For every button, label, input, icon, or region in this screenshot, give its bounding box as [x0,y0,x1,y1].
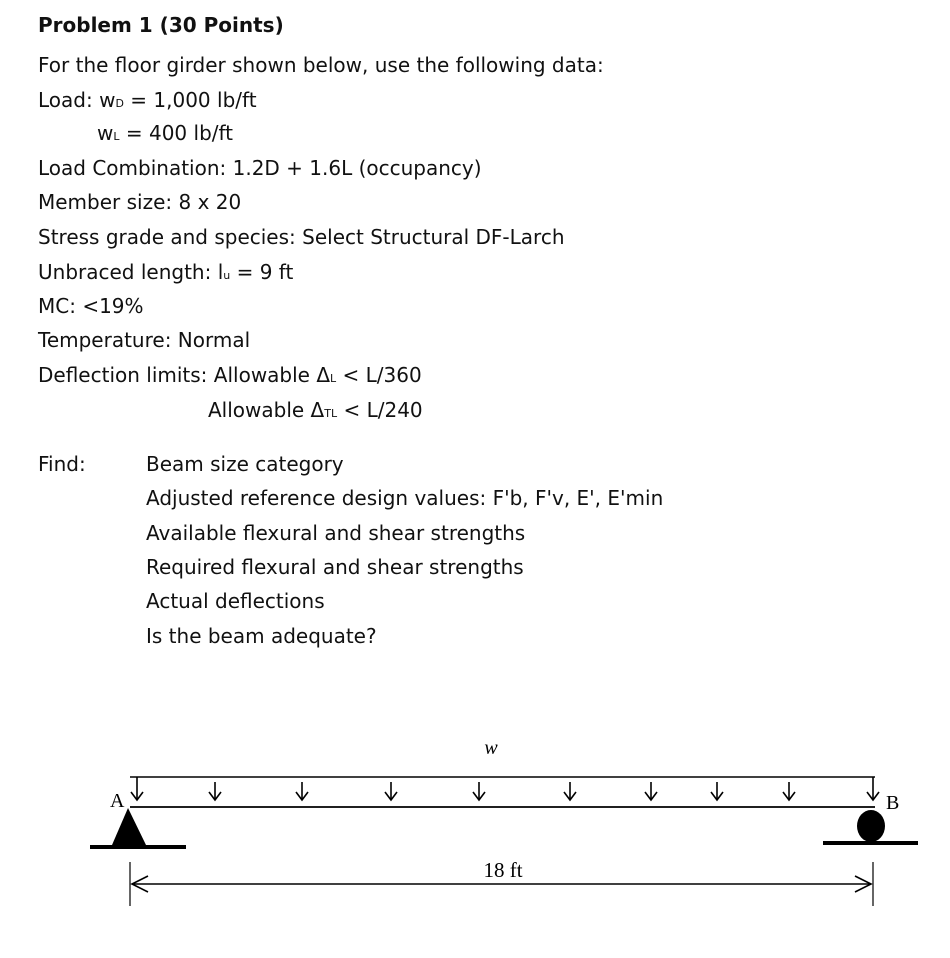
wl-subscript: L [113,130,120,143]
stress-grade: Stress grade and species: Select Structural DF-Larch [38,225,565,249]
load-arrow-icon [385,782,397,800]
deflection-tl-value: < L/240 [343,398,423,422]
roller-support-icon [857,810,885,842]
problem-title: Problem 1 (30 Points) [38,13,284,37]
load-label: w [484,737,498,759]
unbraced-label: Unbraced length: l [38,260,224,284]
load-arrow-icon [473,782,485,800]
support-b-label: B [886,792,900,814]
load-arrow-icon [645,782,657,800]
load-arrow-icon [131,777,143,800]
load-label: Load: w [38,88,116,112]
load-arrow-icon [564,782,576,800]
unbraced-subscript: u [223,269,231,282]
load-arrows [131,777,879,800]
load-arrow-icon [711,782,723,800]
deflection-l-value: < L/360 [342,363,422,387]
load-arrow-icon [209,782,221,800]
intro-text: For the floor girder shown below, use the following data: [38,53,604,77]
find-item: Actual deflections [146,589,325,613]
find-item: Required flexural and shear strengths [146,555,524,579]
find-item: Available flexural and shear strengths [146,521,526,545]
allowable-label: Allowable Δ [208,398,325,422]
deflection-label: Deflection limits: Allowable Δ [38,363,331,387]
span-label: 18 ft [483,858,523,882]
deflection-l-subscript: L [330,372,337,385]
deflection-tl-subscript: TL [324,407,338,420]
support-a-label: A [110,790,125,812]
moisture-content: MC: <19% [38,294,144,318]
find-item: Beam size category [146,452,344,476]
unbraced-value: = 9 ft [236,260,294,284]
wl-value: = 400 lb/ft [125,121,234,145]
find-item: Adjusted reference design values: F'b, F'v, E', E'min [146,486,664,510]
temperature: Temperature: Normal [38,328,251,352]
member-size: Member size: 8 x 20 [38,190,242,214]
wl-label: w [97,121,114,145]
find-label: Find: [38,452,86,476]
load-arrow-icon [783,782,795,800]
load-combination: Load Combination: 1.2D + 1.6L (occupancy) [38,156,482,180]
load-arrow-icon [867,777,879,800]
wd-subscript: D [115,97,124,110]
find-item: Is the beam adequate? [146,624,377,648]
load-arrow-icon [296,782,308,800]
pin-support-icon [112,808,146,845]
wd-value: = 1,000 lb/ft [130,88,257,112]
